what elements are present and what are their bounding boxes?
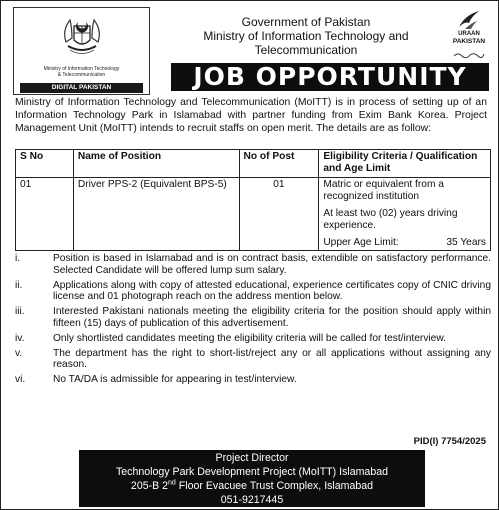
bird-icon xyxy=(457,9,481,31)
footer-designation: Project Director xyxy=(215,452,289,464)
state-emblem-icon xyxy=(60,12,104,58)
col-header-position: Name of Position xyxy=(73,150,239,178)
list-item xyxy=(15,253,491,277)
contact-footer xyxy=(79,450,425,507)
uraan-pakistan-logo xyxy=(449,9,489,61)
list-item xyxy=(15,280,491,304)
terms-list xyxy=(15,253,491,389)
age-value: 35 Years xyxy=(446,237,486,248)
digital-pakistan-label: DIGITAL PAKISTAN xyxy=(20,83,143,93)
term-number: v. xyxy=(15,347,23,359)
heading-line2: Ministry of Information Technology and xyxy=(203,29,409,43)
pakistan-text: PAKISTAN xyxy=(452,38,486,45)
pid-number: PID(I) 7754/2025 xyxy=(413,436,486,447)
heading-line3: Telecommunication xyxy=(254,43,358,57)
col-header-criteria: Eligibility Criteria / Qualification and Age Limit xyxy=(319,150,491,178)
col-header-posts: No of Post xyxy=(239,150,319,178)
criteria-age xyxy=(323,237,486,249)
col-header-sno: S No xyxy=(16,150,74,178)
job-opportunity-banner: JOB OPPORTUNITY xyxy=(171,63,489,91)
positions-table xyxy=(15,149,491,251)
criteria-qualification: Matric or equivalent from a recognized institution xyxy=(323,179,444,202)
footer-project: Technology Park Development Project (MoITT) Islamabad xyxy=(115,466,389,478)
list-item xyxy=(15,306,491,330)
list-item xyxy=(15,348,491,372)
list-item xyxy=(15,374,491,386)
list-item xyxy=(15,333,491,345)
table-row xyxy=(16,178,491,251)
term-number: vi. xyxy=(15,374,26,386)
footer-address: 205-B 2nd Floor Evacuee Trust Complex, Islamabad xyxy=(130,479,374,492)
term-text: The department has the right to short-list/reject any or all applications without assigning any reason. xyxy=(53,347,491,371)
term-number: i. xyxy=(15,253,21,264)
government-heading xyxy=(156,15,456,57)
cell-position: Driver PPS-2 (Equivalent BPS-5) xyxy=(73,178,239,251)
term-number: iii. xyxy=(15,306,25,318)
term-text: Position is based in Islamabad and is on contract basis, extendible on satisfactory performance. Selected Candidate will be offered lump sum salary. xyxy=(53,253,491,276)
cell-posts: 01 xyxy=(239,178,319,251)
footer-phone: 051-9217445 xyxy=(220,494,284,506)
heading-line1: Government of Pakistan xyxy=(241,15,371,29)
logo-text-line1: Ministry of Information Technology xyxy=(43,66,120,72)
uraan-text: URAAN xyxy=(458,31,480,37)
ministry-logo xyxy=(13,7,150,95)
term-text: Applications along with copy of attested educational, experience certificates copy of CNIC driving license and 01 photograph reach on the address mention below. xyxy=(53,279,491,303)
term-text: No TA/DA is admissible for appearing in test/interview. xyxy=(53,374,297,386)
table-header-row xyxy=(16,150,491,178)
cell-sno: 01 xyxy=(16,178,74,251)
logo-text-line2: & Telecommunication xyxy=(57,72,106,78)
term-number: iv. xyxy=(15,332,25,344)
age-label: Upper Age Limit: xyxy=(323,237,399,248)
urdu-script-mark xyxy=(452,51,486,58)
intro-paragraph: Ministry of Information Technology and Telecommunication (MoITT) is in process of setting up of an Information Technology Park in Islamabad with partner funding from Exim Bank Korea. Project Management Unit (MoITT) intends to recruit staffs on open merit. The details are as follow: xyxy=(15,97,487,134)
criteria-experience: At least two (02) years driving experience. xyxy=(323,208,458,231)
term-text: Only shortlisted candidates meeting the eligibility criteria will be called for test/interview. xyxy=(53,332,446,344)
term-text: Interested Pakistani nationals meeting the eligibility criteria for the position should apply within fifteen (15) days of publication of this advertisement. xyxy=(53,306,491,329)
cell-criteria xyxy=(319,178,491,251)
term-number: ii. xyxy=(15,279,23,291)
